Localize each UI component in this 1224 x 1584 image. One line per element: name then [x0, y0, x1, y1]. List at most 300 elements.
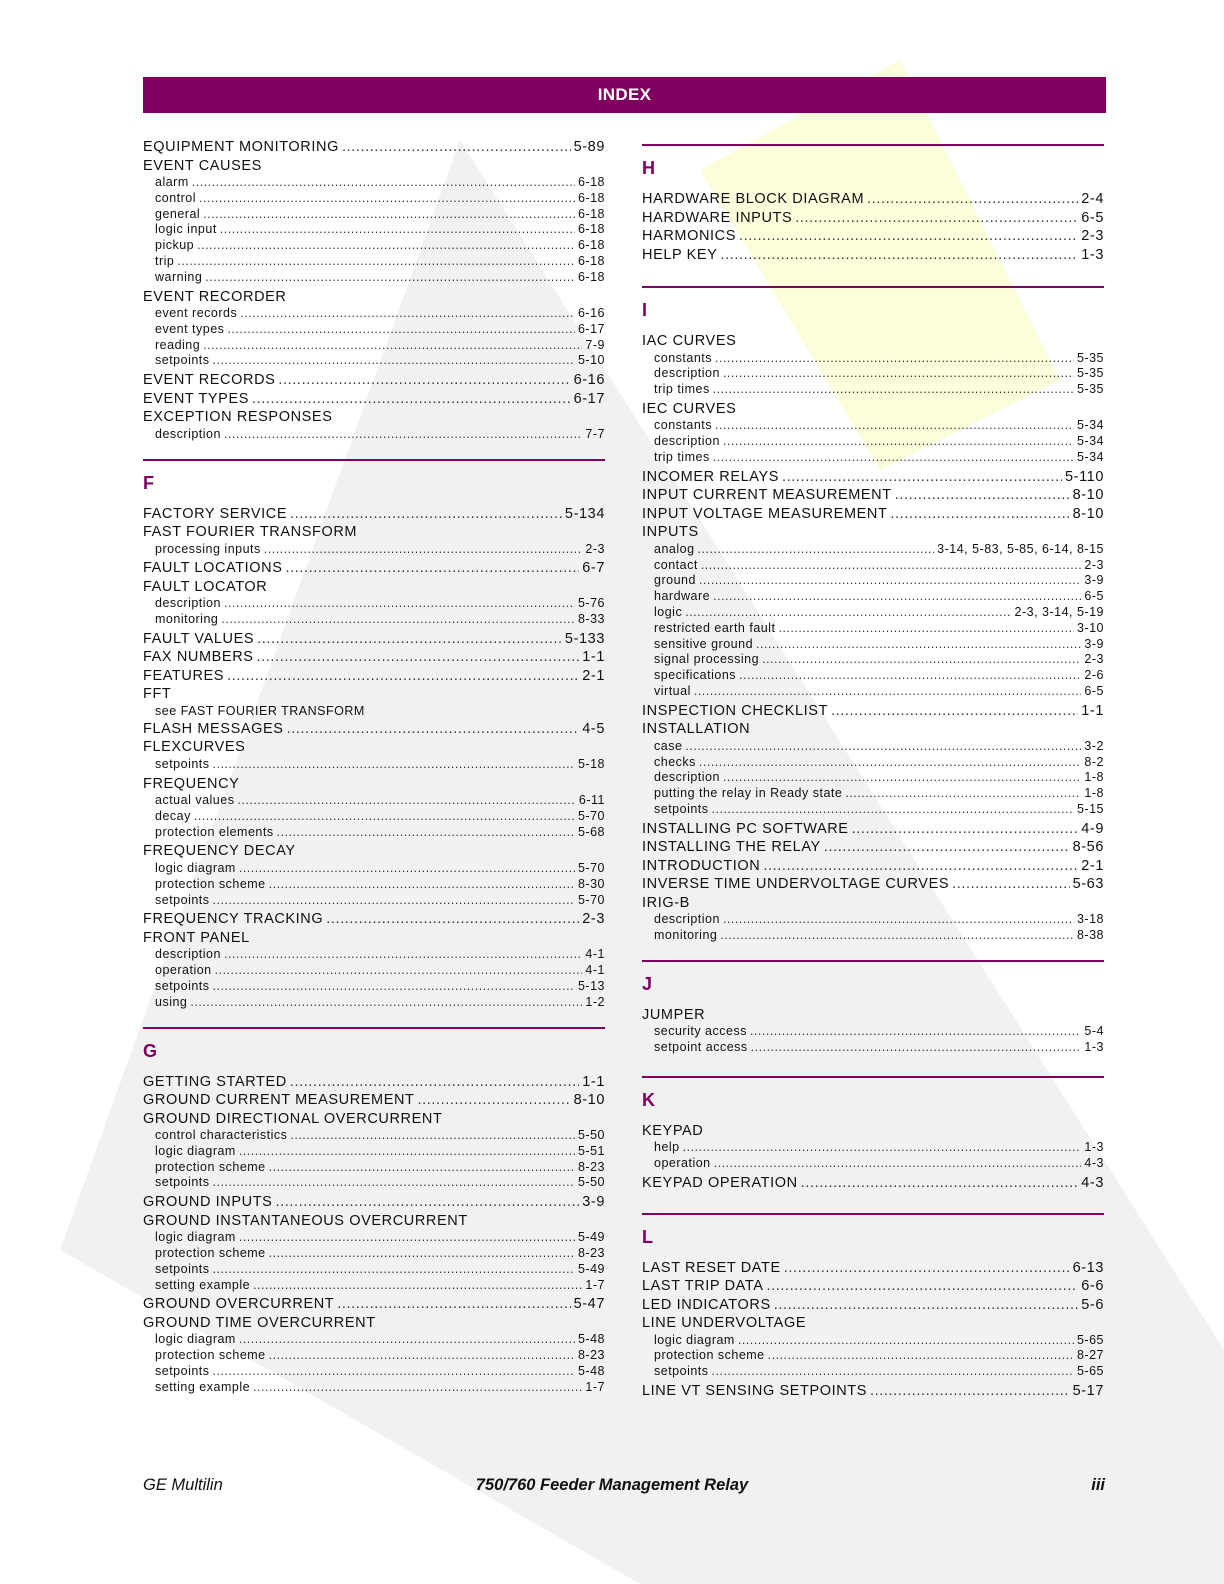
entry-term: processing inputs	[155, 541, 261, 556]
index-entry	[143, 720, 605, 739]
section-divider	[642, 960, 1104, 962]
entry-page: 2-3, 3-14, 5-19	[1014, 604, 1104, 619]
entry-term: description	[654, 912, 720, 927]
entry-term: description	[155, 947, 221, 962]
entry-page: 8-23	[577, 1348, 605, 1363]
dot-leader	[213, 979, 575, 995]
entry-page: 5-49	[577, 1261, 605, 1276]
dot-leader	[723, 912, 1074, 928]
entry-term: description	[155, 426, 221, 441]
dot-leader	[213, 757, 575, 773]
index-subentry	[642, 739, 1104, 755]
entry-term: LINE VT SENSING SETPOINTS	[642, 1382, 868, 1399]
entry-term: INSTALLING THE RELAY	[642, 839, 821, 856]
entry-page: 8-33	[577, 612, 605, 627]
dot-leader	[227, 322, 575, 338]
dot-leader	[738, 1333, 1074, 1349]
index-subentry	[143, 1144, 605, 1160]
dot-leader	[750, 1024, 1081, 1040]
dot-leader	[685, 739, 1081, 755]
see-reference: see FAST FOURIER TRANSFORM	[155, 703, 365, 718]
entry-page: 5-49	[577, 1230, 605, 1245]
index-entry	[143, 505, 605, 524]
index-heading-entry: LINE UNDERVOLTAGE	[642, 1315, 807, 1332]
entry-page: 7-7	[585, 426, 605, 441]
entry-page: 2-4	[1081, 191, 1104, 207]
entry-term: signal processing	[654, 652, 760, 667]
dot-leader	[290, 1128, 575, 1144]
entry-term: EVENT RECORDS	[143, 372, 276, 389]
index-heading-entry: EVENT CAUSES	[143, 157, 262, 174]
index-subentry	[143, 612, 605, 628]
entry-term: warning	[155, 269, 203, 284]
index-subentry	[143, 238, 605, 254]
entry-page: 8-23	[577, 1159, 605, 1174]
dot-leader	[895, 486, 1070, 505]
entry-page: 8-2	[1084, 754, 1104, 769]
index-subentry	[642, 912, 1104, 928]
entry-term: description	[155, 596, 221, 611]
entry-page: 8-30	[577, 876, 605, 891]
index-entry	[642, 1382, 1104, 1401]
entry-term: protection scheme	[155, 1246, 266, 1260]
index-entry	[642, 486, 1104, 505]
section-f	[143, 459, 605, 1013]
entry-term: HELP KEY	[642, 246, 718, 263]
entry-term: setpoints	[654, 801, 709, 816]
entry-page: 1-1	[582, 649, 605, 666]
dot-leader	[698, 542, 935, 558]
index-header-bar	[143, 77, 1106, 113]
index-heading-entry: IAC CURVES	[642, 333, 737, 349]
entry-term: INTRODUCTION	[642, 857, 761, 874]
dot-leader	[253, 1380, 582, 1396]
page-title: INDEX	[597, 85, 652, 104]
entry-page: 2-3	[1084, 652, 1104, 667]
entry-term: FREQUENCY TRACKING	[143, 911, 324, 928]
entry-term: specifications	[654, 668, 737, 683]
dot-leader	[257, 630, 562, 649]
dot-leader	[756, 637, 1081, 653]
entry-term: LED INDICATORS	[642, 1296, 771, 1313]
index-heading-entry: FREQUENCY	[143, 775, 240, 792]
index-heading-entry: FRONT PANEL	[143, 929, 250, 946]
entry-term: logic	[654, 604, 683, 619]
index-entry	[642, 838, 1104, 857]
index-subentry	[143, 1364, 605, 1380]
dot-leader	[739, 668, 1081, 684]
index-entry	[642, 857, 1104, 876]
index-subentry	[642, 770, 1104, 786]
section-j	[642, 960, 1104, 1058]
entry-term: setpoints	[155, 978, 210, 993]
index-entry	[642, 1174, 1104, 1193]
index-subentry	[143, 306, 605, 322]
entry-page: 2-1	[1081, 857, 1104, 874]
entry-term: INVERSE TIME UNDERVOLTAGE CURVES	[642, 876, 950, 893]
entry-page: 5-70	[577, 860, 605, 875]
entry-term: control	[155, 190, 197, 205]
dot-leader	[714, 1156, 1082, 1172]
entry-page: 1-1	[1081, 702, 1104, 719]
index-heading-entry: INSTALLATION	[642, 721, 751, 738]
entry-term: pickup	[155, 238, 195, 253]
entry-term: alarm	[155, 175, 189, 189]
entry-page: 6-17	[577, 321, 605, 336]
entry-term: FACTORY SERVICE	[143, 505, 288, 522]
index-subentry	[143, 1246, 605, 1262]
index-heading-entry: KEYPAD	[642, 1122, 704, 1139]
index-subentry	[143, 1262, 605, 1278]
entry-term: contact	[654, 557, 698, 572]
entry-term: putting the relay in Ready state	[654, 786, 843, 801]
index-subentry	[143, 1230, 605, 1246]
entry-term: operation	[155, 963, 212, 978]
entry-term: operation	[654, 1156, 711, 1171]
section-divider	[642, 1213, 1104, 1215]
entry-term: GROUND INPUTS	[143, 1194, 273, 1211]
entry-term: logic diagram	[155, 1143, 236, 1158]
entry-term: INCOMER RELAYS	[642, 468, 780, 485]
entry-term: trip times	[654, 449, 710, 464]
entry-term: EVENT TYPES	[143, 390, 249, 407]
dot-leader	[213, 353, 575, 369]
entry-page: 4-5	[582, 720, 605, 737]
entry-page: 5-6	[1081, 1296, 1104, 1313]
entry-term: help	[654, 1140, 680, 1155]
index-heading-entry: FREQUENCY DECAY	[143, 843, 296, 860]
entry-page: 6-18	[577, 222, 605, 237]
entry-page: 3-9	[1084, 636, 1104, 651]
section-letter: I	[642, 300, 648, 320]
index-subentry	[143, 353, 605, 369]
dot-leader	[215, 963, 583, 979]
index-subentry	[642, 1364, 1104, 1380]
dot-leader	[720, 246, 1078, 265]
entry-term: EQUIPMENT MONITORING	[143, 139, 339, 155]
index-subentry	[642, 652, 1104, 668]
entry-term: protection elements	[155, 824, 274, 839]
entry-term: setting example	[155, 1277, 251, 1292]
dot-leader	[239, 1144, 575, 1160]
entry-page: 6-5	[1084, 589, 1104, 604]
left-column	[143, 138, 605, 1398]
entry-page: 6-16	[577, 306, 605, 321]
dot-leader	[751, 1040, 1082, 1056]
entry-page: 4-1	[585, 963, 605, 978]
section-i	[642, 286, 1104, 946]
entry-term: constants	[654, 350, 713, 365]
index-subentry	[642, 573, 1104, 589]
entry-term: description	[654, 434, 720, 449]
dot-leader	[801, 1174, 1079, 1193]
index-entry	[143, 648, 605, 667]
entry-page: 8-10	[1072, 487, 1104, 504]
entry-term: setpoints	[155, 1261, 210, 1276]
dot-leader	[723, 434, 1074, 450]
section-l	[642, 1213, 1104, 1401]
index-subentry	[642, 621, 1104, 637]
entry-page: 6-18	[577, 253, 605, 268]
section-letter: K	[642, 1089, 655, 1110]
section-divider	[642, 1076, 1104, 1078]
entry-term: reading	[155, 337, 201, 352]
index-subentry	[143, 861, 605, 877]
index-subentry	[143, 1175, 605, 1191]
entry-term: HARDWARE INPUTS	[642, 209, 793, 226]
dot-leader	[213, 1364, 575, 1380]
entry-page: 5-48	[577, 1332, 605, 1347]
entry-term: KEYPAD OPERATION	[642, 1175, 798, 1192]
index-heading-entry: FAULT LOCATOR	[143, 578, 268, 595]
entry-page: 6-18	[577, 269, 605, 284]
entry-page: 2-1	[582, 667, 605, 684]
index-block-i	[642, 332, 1104, 946]
entry-term: security access	[654, 1024, 747, 1039]
dot-leader	[275, 1193, 579, 1212]
entry-page: 3-10	[1076, 620, 1104, 635]
dot-leader	[778, 621, 1074, 637]
index-subentry	[143, 1332, 605, 1348]
entry-page: 5-50	[577, 1175, 605, 1190]
dot-leader	[337, 1295, 570, 1314]
entry-page: 3-2	[1084, 738, 1104, 753]
entry-page: 3-18	[1076, 912, 1104, 927]
entry-term: LAST TRIP DATA	[642, 1278, 764, 1295]
index-subentry	[143, 542, 605, 558]
index-subentry	[642, 589, 1104, 605]
entry-page: 6-5	[1084, 683, 1104, 698]
index-entry	[143, 371, 605, 390]
index-entry	[642, 505, 1104, 524]
entry-page: 5-89	[573, 139, 605, 155]
dot-leader	[269, 1246, 575, 1262]
dot-leader	[199, 191, 575, 207]
entry-page: 2-6	[1084, 668, 1104, 683]
dot-leader	[762, 652, 1081, 668]
index-subentry	[143, 175, 605, 191]
entry-term: sensitive ground	[654, 636, 754, 651]
dot-leader	[224, 596, 575, 612]
index-subentry	[642, 605, 1104, 621]
entry-page: 5-10	[577, 353, 605, 368]
index-heading-entry: JUMPER	[642, 1006, 706, 1023]
index-heading-entry: EVENT RECORDER	[143, 288, 287, 305]
footer-company: GE Multilin	[143, 1476, 223, 1494]
index-subentry	[143, 995, 605, 1011]
footer-page-number: iii	[1091, 1476, 1105, 1494]
entry-page: 1-1	[582, 1073, 605, 1090]
section-letter: F	[143, 472, 154, 493]
entry-term: control characteristics	[155, 1128, 288, 1143]
entry-term: HARDWARE BLOCK DIAGRAM	[642, 191, 865, 207]
section-letter: H	[642, 158, 655, 178]
entry-page: 2-3	[585, 541, 605, 556]
dot-leader	[795, 209, 1078, 228]
dot-leader	[290, 1073, 579, 1092]
dot-leader	[197, 238, 575, 254]
index-subentry	[143, 947, 605, 963]
dot-leader	[715, 351, 1074, 367]
entry-term: protection scheme	[654, 1348, 765, 1363]
index-subentry	[642, 668, 1104, 684]
entry-term: ground	[654, 573, 696, 588]
index-block-f	[143, 505, 605, 1013]
index-block-k	[642, 1122, 1104, 1193]
entry-page: 6-16	[573, 372, 605, 389]
index-subentry	[143, 427, 605, 443]
dot-leader	[701, 558, 1082, 574]
index-subentry	[143, 979, 605, 995]
index-entry	[642, 1259, 1104, 1278]
dot-leader	[224, 947, 582, 963]
entry-page: 5-13	[577, 978, 605, 993]
dot-leader	[782, 468, 1062, 487]
index-heading-entry: INPUTS	[642, 524, 699, 541]
entry-term: event types	[155, 321, 225, 336]
dot-leader	[278, 371, 570, 390]
entry-term: actual values	[155, 793, 235, 808]
index-heading-entry: GROUND TIME OVERCURRENT	[143, 1314, 376, 1331]
entry-term: description	[654, 366, 720, 381]
index-subentry	[143, 1128, 605, 1144]
dot-leader	[831, 702, 1078, 721]
dot-leader	[713, 450, 1074, 466]
index-entry	[642, 190, 1104, 209]
index-entry	[143, 138, 605, 157]
dot-leader	[237, 793, 575, 809]
dot-leader	[952, 875, 1069, 894]
entry-page: 2-3	[1084, 557, 1104, 572]
index-block-e	[143, 138, 605, 445]
entry-page: 5-63	[1072, 876, 1104, 893]
index-heading-entry: FAST FOURIER TRANSFORM	[143, 524, 358, 541]
section-letter: J	[642, 973, 653, 994]
entry-page: 6-17	[573, 390, 605, 407]
entry-page: 5-68	[577, 824, 605, 839]
entry-term: FAULT VALUES	[143, 630, 255, 647]
entry-term: checks	[654, 754, 696, 769]
dot-leader	[290, 505, 562, 524]
entry-term: logic diagram	[155, 860, 236, 875]
entry-page: 4-1	[585, 947, 605, 962]
entry-term: protection scheme	[155, 1159, 266, 1174]
index-block-l	[642, 1259, 1104, 1401]
index-subentry	[143, 757, 605, 773]
section-k	[642, 1076, 1104, 1193]
section-h	[642, 144, 1104, 264]
right-column	[642, 138, 1104, 1400]
section-divider	[143, 459, 605, 461]
dot-leader	[694, 684, 1082, 700]
entry-page: 5-50	[577, 1128, 605, 1143]
entry-term: setpoints	[155, 892, 210, 907]
dot-leader	[227, 667, 579, 686]
entry-term: using	[155, 994, 188, 1009]
dot-leader	[685, 605, 1011, 621]
dot-leader	[713, 589, 1081, 605]
entry-page: 6-5	[1081, 209, 1104, 226]
index-heading-entry: IRIG-B	[642, 894, 690, 911]
index-heading-entry: IEC CURVES	[642, 400, 737, 417]
dot-leader	[712, 1364, 1074, 1380]
dot-leader	[203, 207, 575, 223]
dot-leader	[712, 802, 1074, 818]
dot-leader	[269, 1160, 575, 1176]
entry-page: 5-65	[1076, 1332, 1104, 1347]
dot-leader	[269, 1348, 575, 1364]
index-subentry	[642, 684, 1104, 700]
index-subentry	[642, 434, 1104, 450]
entry-page: 5-35	[1076, 350, 1104, 365]
entry-page: 1-2	[585, 994, 605, 1009]
entry-page: 6-18	[577, 238, 605, 253]
entry-page: 8-27	[1076, 1348, 1104, 1363]
dot-leader	[239, 861, 575, 877]
footer-manual-title: 750/760 Feeder Management Relay	[475, 1476, 749, 1494]
dot-leader	[890, 505, 1069, 524]
index-subentry	[642, 1140, 1104, 1156]
entry-page: 2-3	[1081, 228, 1104, 244]
dot-leader	[264, 542, 583, 558]
section-letter: G	[143, 1040, 158, 1061]
index-heading-entry: FLEXCURVES	[143, 739, 246, 756]
entry-page: 4-9	[1081, 820, 1104, 837]
dot-leader	[715, 418, 1074, 434]
dot-leader	[224, 427, 582, 443]
entry-term: INSPECTION CHECKLIST	[642, 702, 829, 719]
entry-page: 1-3	[1084, 1040, 1104, 1055]
index-entry	[642, 468, 1104, 487]
dot-leader	[213, 1262, 575, 1278]
entry-term: setting example	[155, 1379, 251, 1394]
dot-leader	[213, 893, 575, 909]
index-subentry	[143, 207, 605, 223]
index-entry	[143, 1193, 605, 1212]
entry-term: INSTALLING PC SOFTWARE	[642, 820, 849, 837]
index-subentry	[642, 786, 1104, 802]
entry-term: trip times	[654, 382, 710, 397]
entry-term: HARMONICS	[642, 228, 737, 244]
entry-term: hardware	[654, 589, 711, 604]
dot-leader	[177, 254, 575, 270]
section-g	[143, 1027, 605, 1398]
entry-term: logic diagram	[155, 1230, 236, 1245]
entry-term: trip	[155, 253, 175, 268]
entry-term: setpoints	[155, 1363, 210, 1378]
entry-page: 8-10	[1072, 505, 1104, 522]
entry-term: monitoring	[654, 928, 718, 943]
section-divider	[642, 144, 1104, 146]
entry-page: 5-70	[577, 892, 605, 907]
dot-leader	[824, 838, 1070, 857]
entry-term: protection scheme	[155, 1348, 266, 1363]
entry-page: 2-3	[582, 911, 605, 928]
entry-page: 1-8	[1084, 770, 1104, 785]
index-subentry	[642, 1333, 1104, 1349]
entry-page: 3-14, 5-83, 5-85, 6-14, 8-15	[937, 541, 1104, 556]
dot-leader	[763, 857, 1078, 876]
index-subentry	[143, 222, 605, 238]
entry-page: 8-56	[1072, 839, 1104, 856]
entry-page: 6-13	[1072, 1259, 1104, 1276]
index-entry	[143, 1073, 605, 1092]
section-divider	[642, 286, 1104, 288]
index-entry	[143, 667, 605, 686]
entry-page: 5-76	[577, 596, 605, 611]
section-letter: L	[642, 1226, 653, 1247]
dot-leader	[326, 910, 579, 929]
